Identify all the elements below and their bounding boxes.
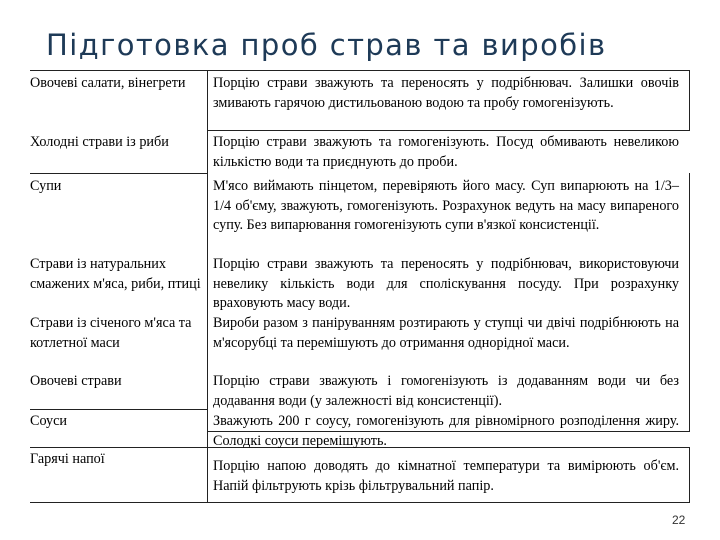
preparation-method: Порцію страви зважують і гомогенізують із додаванням води чи без додавання води (у залежності від консистенції).: [213, 373, 679, 409]
table-right-border: [689, 70, 690, 130]
table-right-border: [689, 173, 690, 431]
row-divider: [30, 409, 207, 410]
preparation-method: Порцію страви зважують та гомогенізують. Посуд обмивають невеликою кількістю води та приєднують до проби.: [213, 134, 679, 170]
dish-name: Супи: [30, 178, 62, 194]
dish-name: Холодні страви із риби: [30, 134, 169, 150]
preparation-method: Вироби разом з паніруванням розтирають у ступці чи двічі подрібнюють на м'ясорубці та перемішують до отримання однорідної маси.: [213, 315, 679, 351]
dish-name: Соуси: [30, 413, 67, 429]
dish-name: Гарячі напої: [30, 451, 105, 467]
page-number: 22: [672, 513, 686, 527]
table-right-border: [689, 447, 690, 502]
row-divider: [30, 447, 207, 448]
preparation-method: М'ясо виймають пінцетом, перевіряють його масу. Суп випарюють на 1/3–1/4 об'єму, зважують, гомогенізують. Розрахунок ведуть на масу випареного супу. Без випарювання гомогенізують супи в'язкої консистенції.: [213, 178, 679, 233]
dish-name: Овочеві страви: [30, 373, 122, 389]
slide-title: Підготовка проб страв та виробів: [46, 28, 607, 62]
preparation-method: Порцію напою доводять до кімнатної температури та вимірюють об'єм. Напій фільтрують крізь фільтрувальний папір.: [213, 458, 679, 494]
dish-name: Страви із натуральних смажених м'яса, риби, птиці: [30, 256, 201, 292]
table-bottom-border: [30, 502, 690, 503]
row-divider: [207, 130, 690, 131]
preparation-method: Порцію страви зважують та переносять у подрібнювач, використовуючи невелику кількість води для споліскування посуду. При розрахунку враховують масу води.: [213, 256, 679, 311]
dish-name: Страви із січеного м'яса та котлетної маси: [30, 315, 192, 351]
preparation-method: Порцію страви зважують та переносять у подрібнювач. Залишки овочів змивають гарячою дистильованою водою та пробу гомогенізують.: [213, 75, 679, 111]
table-top-border: [30, 70, 690, 71]
row-divider: [30, 173, 207, 174]
preparation-method: Зважують 200 г соусу, гомогенізують для рівномірного розподілення жиру. Солодкі соуси перемішують.: [213, 413, 679, 449]
dish-name: Овочеві салати, вінегрети: [30, 75, 186, 91]
